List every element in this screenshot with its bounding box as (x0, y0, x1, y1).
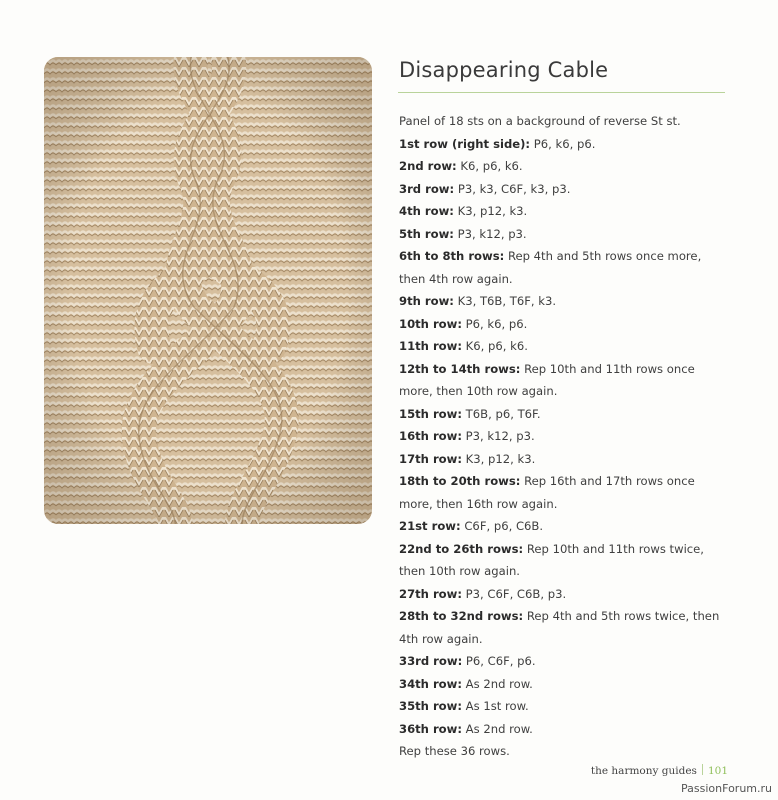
instruction-row (399, 448, 729, 471)
instruction-row (399, 515, 729, 538)
row-text: Rep 10th and 11th rows once more, then 10th row again. (399, 361, 695, 398)
row-label: 27th row: (399, 586, 462, 601)
title-divider (398, 92, 725, 93)
row-text: K3, p12, k3. (453, 204, 528, 218)
row-label: 28th to 32nd rows: (399, 609, 524, 623)
instruction-row (399, 313, 729, 336)
row-label: 5th row: (399, 226, 454, 241)
watermark: PassionForum.ru (681, 782, 772, 795)
instruction-row (399, 245, 729, 290)
row-label: 15th row: (399, 406, 462, 421)
instruction-row (399, 583, 729, 606)
row-label: 12th to 14th rows: (399, 361, 521, 376)
row-label: 17th row: (399, 451, 462, 466)
instruction-row (399, 605, 729, 650)
row-label: 22nd to 26th rows: (399, 541, 524, 556)
row-text: K6, p6, k6. (456, 159, 523, 173)
row-label: 10th row: (399, 316, 462, 331)
row-text: P3, k12, p3. (453, 226, 527, 241)
instruction-row (399, 178, 729, 201)
row-text: Rep 4th and 5th rows twice, then 4th row again. (399, 609, 720, 646)
instruction-row (399, 470, 729, 515)
row-text: P6, k6, p6. (530, 136, 596, 151)
row-text: As 2nd row. (462, 676, 533, 691)
row-text: P3, k3, C6F, k3, p3. (454, 181, 571, 196)
instruction-row (399, 223, 729, 246)
row-label: 9th row: (399, 294, 454, 308)
row-text: K6, p6, k6. (462, 339, 528, 353)
instruction-row (399, 133, 729, 156)
row-text: As 1st row. (462, 699, 529, 713)
row-text: P6, k6, p6. (462, 316, 528, 331)
row-label: 36th row: (399, 721, 462, 736)
row-label: 3rd row: (399, 181, 455, 196)
page-footer (591, 764, 728, 777)
footer-divider (702, 764, 703, 775)
instruction-row (399, 425, 729, 448)
row-label: 16th row: (399, 429, 462, 443)
row-label: 11th row: (399, 339, 462, 353)
pattern-instructions (399, 110, 729, 763)
row-list (399, 133, 729, 741)
outro-text: Rep these 36 rows. (399, 744, 510, 758)
row-label: 4th row: (399, 204, 454, 218)
row-text: Rep 4th and 5th rows once more, then 4th row again. (399, 249, 702, 286)
row-text: P6, C6F, p6. (462, 654, 536, 668)
row-text: K3, p12, k3. (462, 451, 536, 466)
instruction-row (399, 673, 729, 696)
row-text: T6B, p6, T6F. (462, 406, 541, 421)
row-text: K3, T6B, T6F, k3. (453, 294, 557, 308)
row-label: 21st row: (399, 519, 461, 533)
row-text: As 2nd row. (462, 721, 533, 736)
instruction-row (399, 290, 729, 313)
instruction-row (399, 538, 729, 583)
row-text: Rep 10th and 11th rows twice, then 10th row again. (399, 541, 704, 578)
instruction-row (399, 155, 729, 178)
instruction-row (399, 650, 729, 673)
knitted-swatch-photo (44, 57, 372, 524)
row-label: 35th row: (399, 699, 462, 713)
instruction-row (399, 403, 729, 426)
instruction-row (399, 335, 729, 358)
row-text: Rep 16th and 17th rows once more, then 16th row again. (399, 474, 695, 511)
pattern-title: Disappearing Cable (399, 58, 609, 82)
row-label: 34th row: (399, 676, 462, 691)
instruction-row (399, 695, 729, 718)
row-text: P3, C6F, C6B, p3. (462, 586, 567, 601)
row-label: 6th to 8th rows: (399, 249, 505, 263)
page-number: 101 (707, 765, 728, 777)
book-title: the harmony guides (590, 765, 697, 777)
intro-text: Panel of 18 sts on a background of reverse St st. (399, 114, 681, 128)
row-label: 2nd row: (399, 159, 457, 173)
instruction-row (399, 358, 729, 403)
row-text: C6F, p6, C6B. (460, 519, 544, 533)
row-label: 18th to 20th rows: (399, 474, 521, 488)
row-label: 33rd row: (399, 654, 463, 668)
instruction-row (399, 718, 729, 741)
instruction-row (399, 200, 729, 223)
row-text: P3, k12, p3. (462, 429, 535, 443)
row-label: 1st row (right side): (399, 136, 531, 151)
